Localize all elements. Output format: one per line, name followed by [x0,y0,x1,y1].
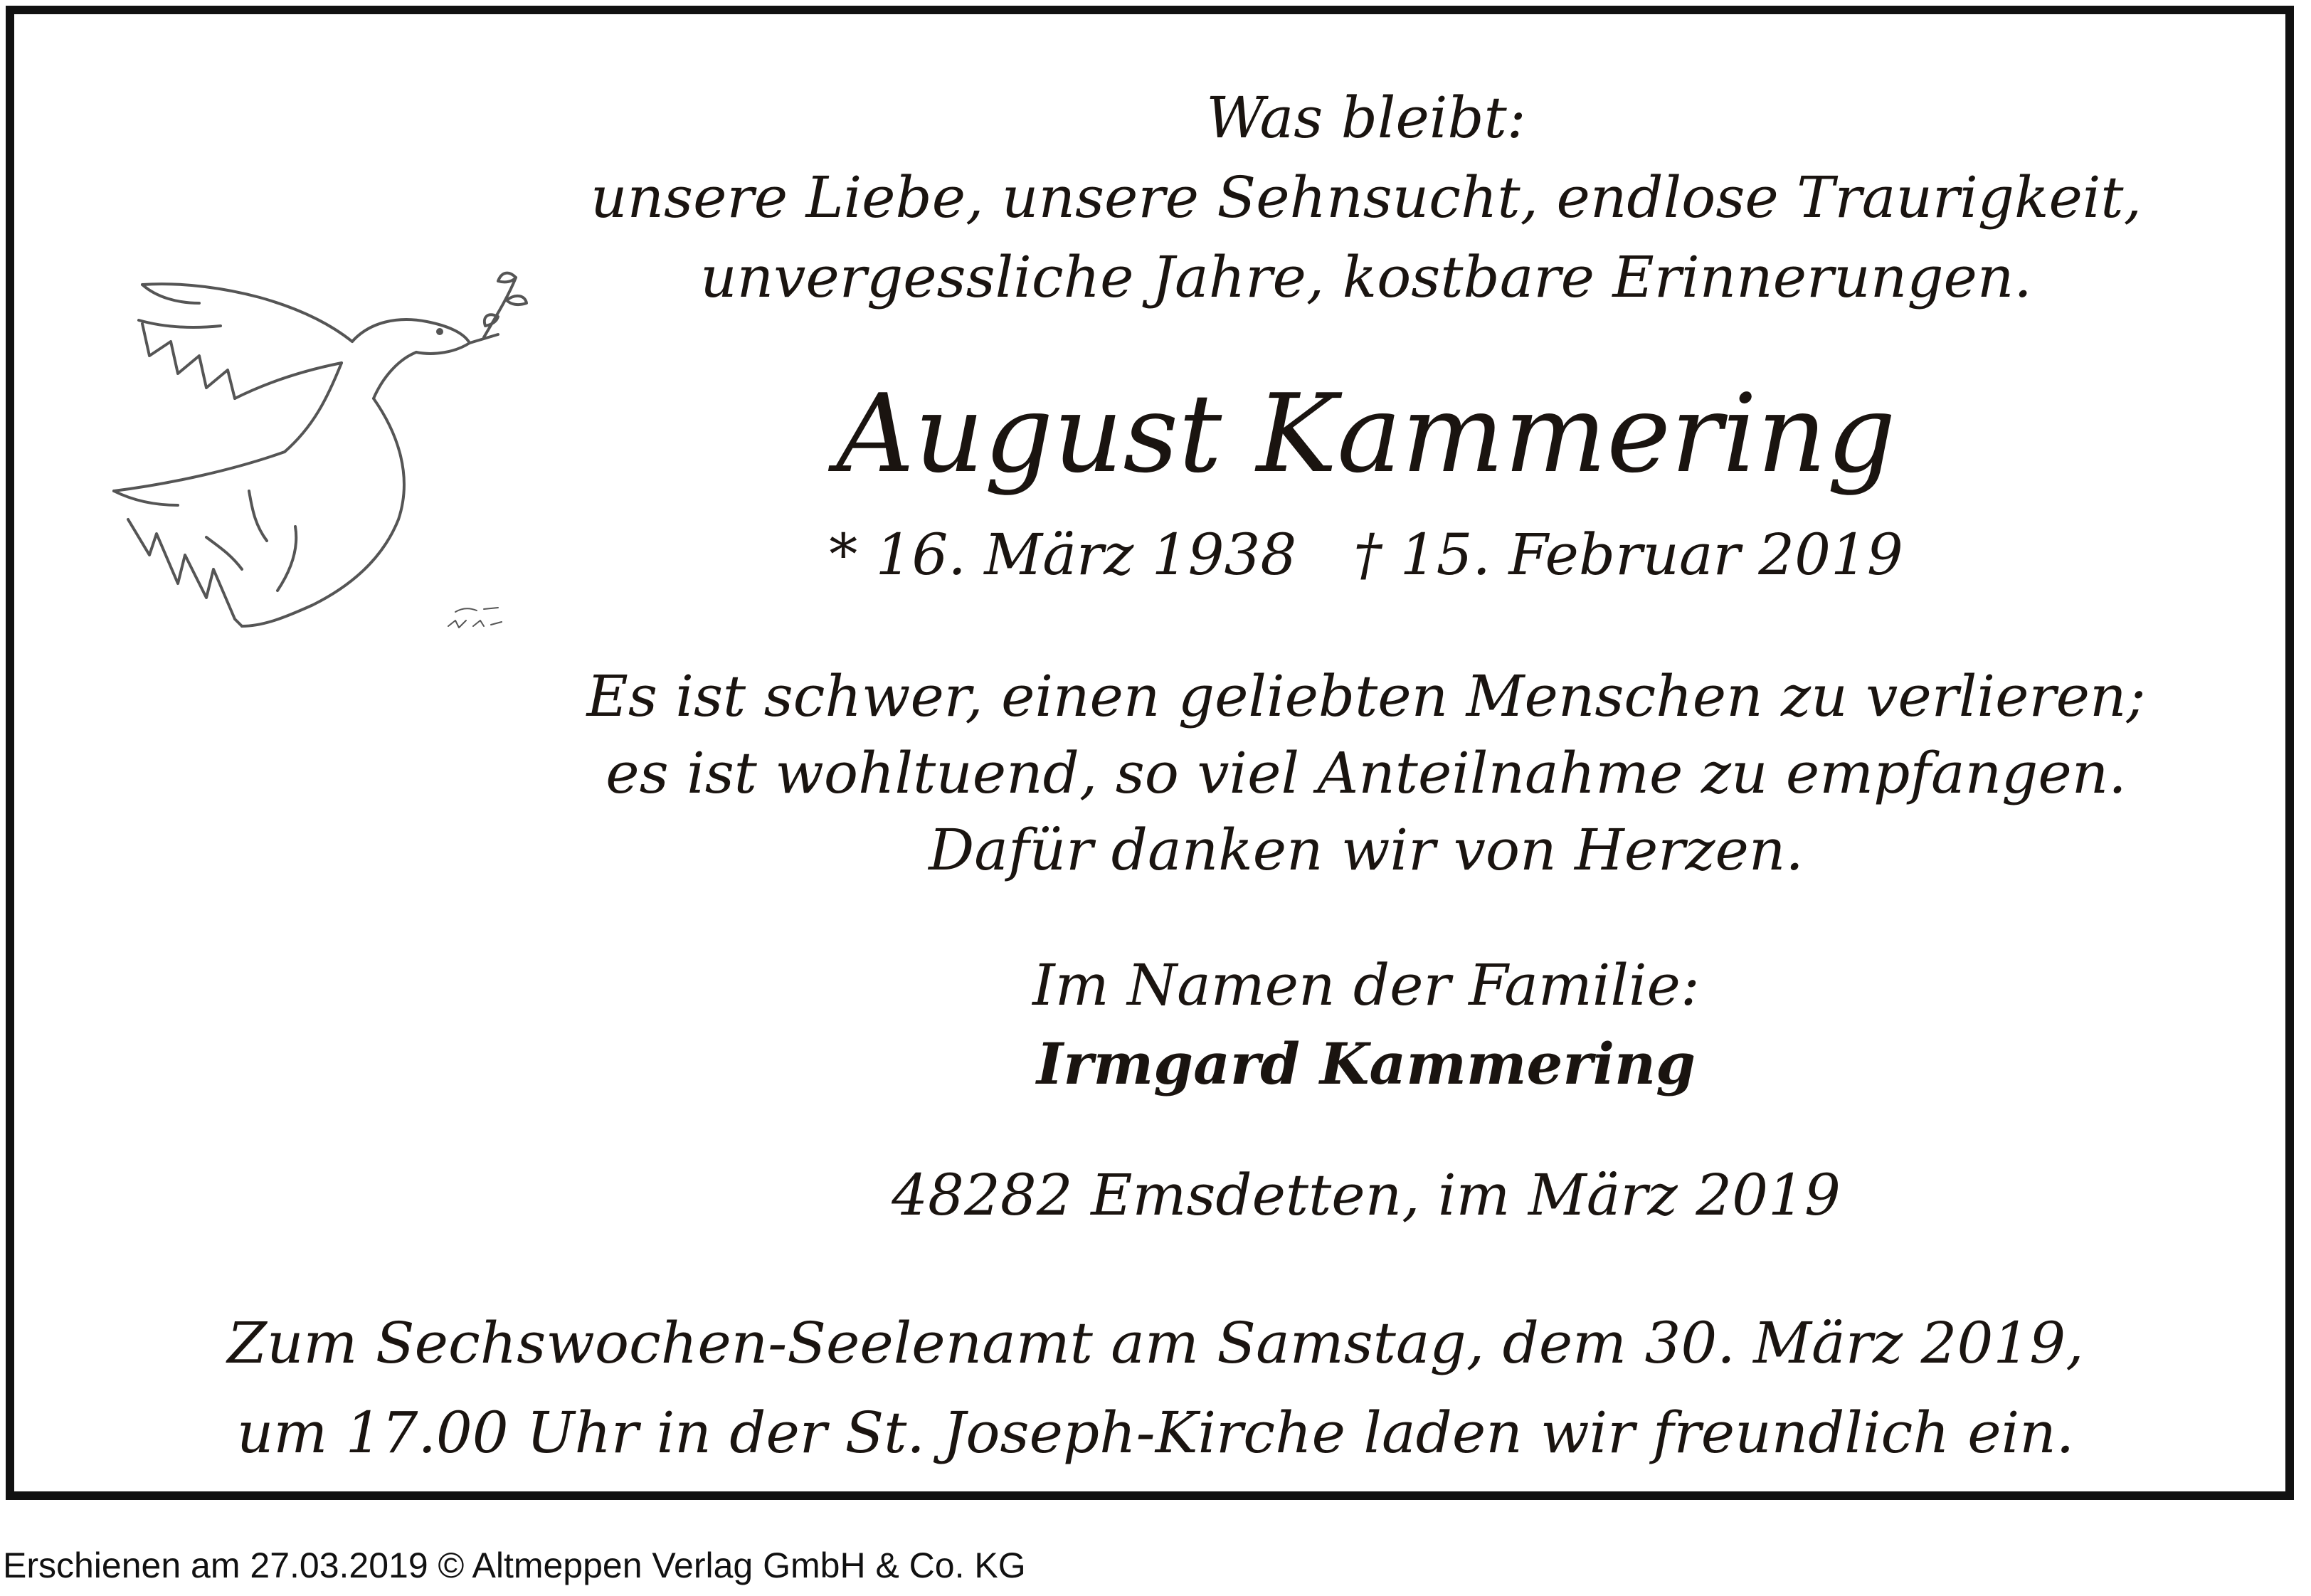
birth-date: * 16. März 1938 [829,522,1297,588]
invitation-line: Zum Sechswochen-Seelenamt am Samstag, dem 30. März 2019, [227,1310,2084,1376]
poem-line: Was bleibt: [1206,85,1526,151]
invitation-line: um 17.00 Uhr in der St. Joseph-Kirche laden wir freundlich ein. [236,1400,2075,1466]
family-signatory: Irmgard Kammering [1036,1030,1696,1097]
thanks-line: Dafür danken wir von Herzen. [929,817,1804,883]
life-dates [569,516,2163,594]
invitation [43,1299,2268,1478]
publication-footer: Erschienen am 27.03.2019 © Altmeppen Verlag GmbH & Co. KG [3,1545,1026,1585]
poem-line: unsere Liebe, unsere Sehnsucht, endlose Traurigkeit, [591,164,2142,231]
dove-with-olive-branch-icon [100,256,583,655]
family-intro: Im Namen der Familie: [1032,952,1700,1018]
thanks-line: Es ist schwer, einen geliebten Menschen zu verlieren; [586,663,2146,729]
deceased-name: August Kammering [836,371,1896,497]
poem-line: unvergessliche Jahre, kostbare Erinnerungen. [700,244,2032,310]
thanks-line: es ist wohltuend, so viel Anteilnahme zu empfangen. [605,740,2127,806]
thanks-text [569,658,2163,889]
death-date: † 15. Februar 2019 [1353,522,1903,588]
place-and-date: 48282 Emsdetten, im März 2019 [892,1162,1841,1228]
poem [569,78,2163,317]
